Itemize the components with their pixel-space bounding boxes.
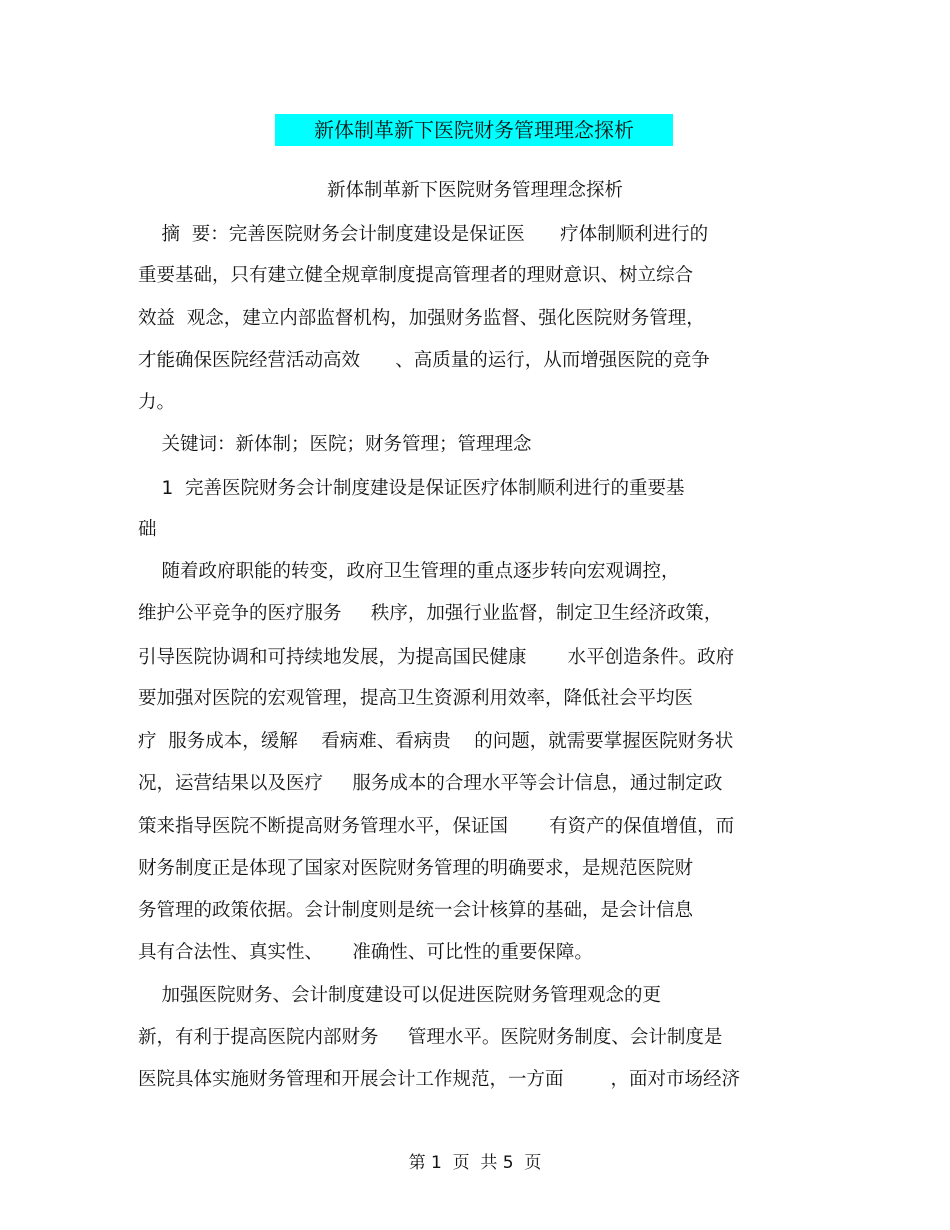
text-line: 疗 服务成本，缓解 看病难、看病贵 的问题，就需要掌握医院财务状: [138, 731, 734, 752]
text-line: 随着政府职能的转变，政府卫生管理的重点逐步转向宏观调控，: [138, 561, 680, 582]
text-line: 况，运营结果以及医疗 服务成本的合理水平等会计信息，通过制定政: [138, 773, 723, 794]
text-line: 要加强对医院的宏观管理，提高卫生资源利用效率，降低社会平均医: [138, 688, 694, 709]
text-line: 务管理的政策依据。会计制度则是统一会计核算的基础，是会计信息: [138, 900, 694, 921]
text-line: 础: [138, 519, 157, 540]
text-line: 策来指导医院不断提高财务管理水平，保证国 有资产的保值增值，而: [138, 816, 735, 837]
page-footer: 第 1 页 共 5 页: [408, 1153, 542, 1173]
text-line: 重要基础，只有建立健全规章制度提高管理者的理财意识、树立综合: [138, 265, 694, 286]
text-line: 关键词：新体制；医院；财务管理；管理理念: [138, 434, 532, 455]
text-line: 1 完善医院财务会计制度建设是保证医疗体制顺利进行的重要基: [138, 478, 685, 499]
text-line: 财务制度正是体现了国家对医院财务管理的明确要求，是规范医院财: [138, 858, 694, 879]
text-line: 才能确保医院经营活动高效 、高质量的运行，从而增强医院的竞争: [138, 350, 710, 371]
text-line: 具有合法性、真实性、 准确性、可比性的重要保障。: [138, 942, 593, 963]
document-heading: 新体制革新下医院财务管理理念探析: [275, 114, 673, 146]
text-line: 维护公平竞争的医疗服务 秩序，加强行业监督，制定卫生经济政策，: [138, 603, 723, 624]
text-line: 力。: [138, 392, 176, 413]
document-subtitle: 新体制革新下医院财务管理理念探析: [326, 180, 623, 201]
text-line: 医院具体实施财务管理和开展会计工作规范，一方面 ，面对市场经济: [138, 1069, 741, 1090]
text-line: 新，有利于提高医院内部财务 管理水平。医院财务制度、会计制度是: [138, 1027, 723, 1048]
text-line: 效益 观念，建立内部监督机构，加强财务监督、强化医院财务管理，: [138, 308, 705, 329]
text-line: 引导医院协调和可持续地发展，为提高国民健康 水平创造条件。政府: [138, 647, 735, 668]
text-line: 摘 要：完善医院财务会计制度建设是保证医 疗体制顺利进行的: [138, 224, 709, 245]
text-line: 加强医院财务、会计制度建设可以促进医院财务管理观念的更: [138, 985, 662, 1006]
